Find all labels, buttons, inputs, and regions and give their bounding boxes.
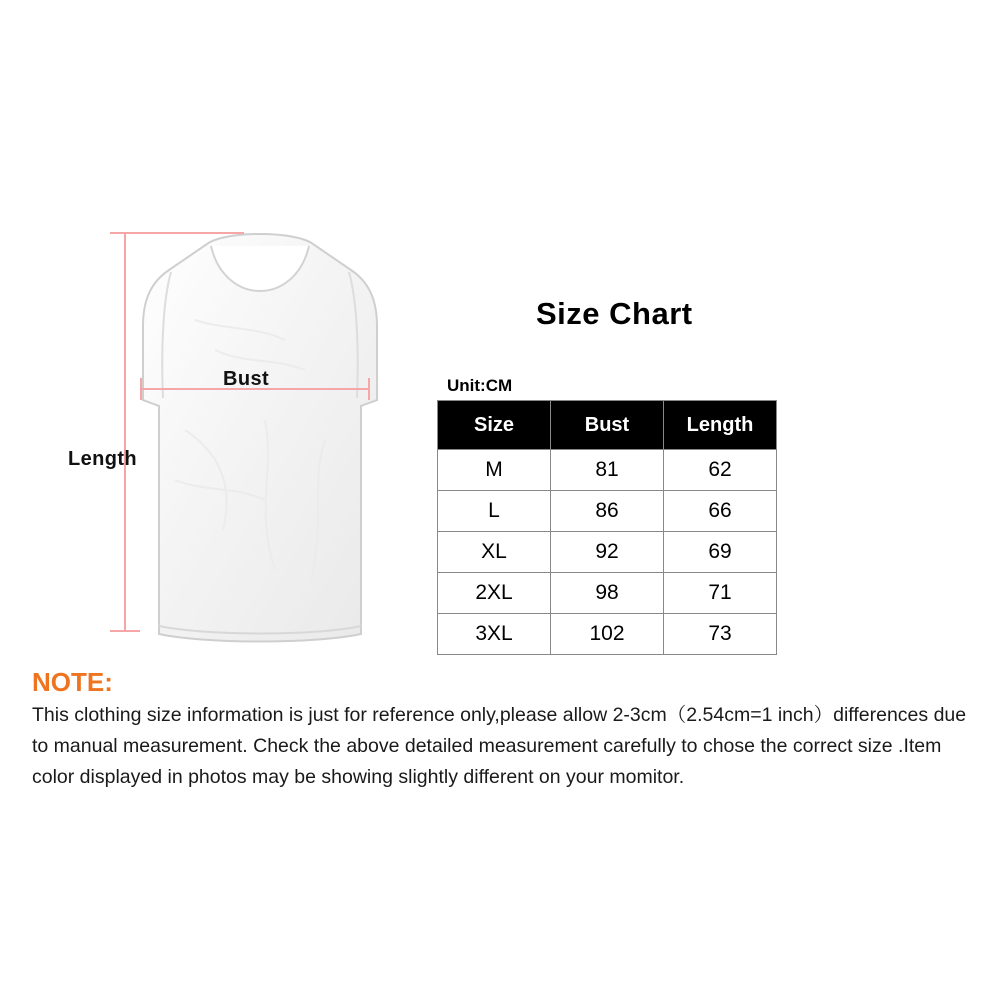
cell-length: 66: [664, 491, 777, 532]
cell-size: 2XL: [438, 573, 551, 614]
table-header-row: [438, 401, 777, 450]
cell-bust: 98: [551, 573, 664, 614]
cell-length: 62: [664, 450, 777, 491]
length-guide-tick-bottom: [110, 630, 140, 632]
size-chart-table: [437, 400, 777, 655]
shoulder-guide-line: [124, 232, 244, 234]
length-label: Length: [68, 448, 138, 470]
cell-size: M: [438, 450, 551, 491]
column-header-bust: Bust: [551, 401, 664, 450]
cell-bust: 86: [551, 491, 664, 532]
cell-bust: 92: [551, 532, 664, 573]
table-row: [438, 532, 777, 573]
cell-bust: 102: [551, 614, 664, 655]
bust-label: Bust: [223, 368, 270, 390]
note-body: This clothing size information is just for reference only,please allow 2-3cm（2.54cm=1 inch）differences due to manual measurement. Check the above detailed measurement carefully to chose the correct size .Item color displayed in photos may be showing slightly different on your momitor.: [32, 704, 967, 788]
bust-guide-tick-right: [368, 378, 370, 400]
table-row: [438, 614, 777, 655]
cell-length: 71: [664, 573, 777, 614]
column-header-length: Length: [664, 401, 777, 450]
table-row: [438, 450, 777, 491]
tank-top-illustration: [115, 230, 405, 660]
cell-length: 69: [664, 532, 777, 573]
size-chart-title: Size Chart: [536, 296, 693, 331]
garment-illustration: [60, 210, 420, 670]
table-row: [438, 573, 777, 614]
cell-length: 73: [664, 614, 777, 655]
length-guide-line: [124, 232, 126, 630]
cell-size: L: [438, 491, 551, 532]
cell-bust: 81: [551, 450, 664, 491]
bust-guide-tick-left: [140, 378, 142, 400]
cell-size: 3XL: [438, 614, 551, 655]
cell-size: XL: [438, 532, 551, 573]
note-title: NOTE:: [32, 667, 113, 697]
table-row: [438, 491, 777, 532]
column-header-size: Size: [438, 401, 551, 450]
unit-label: Unit:CM: [447, 376, 513, 395]
